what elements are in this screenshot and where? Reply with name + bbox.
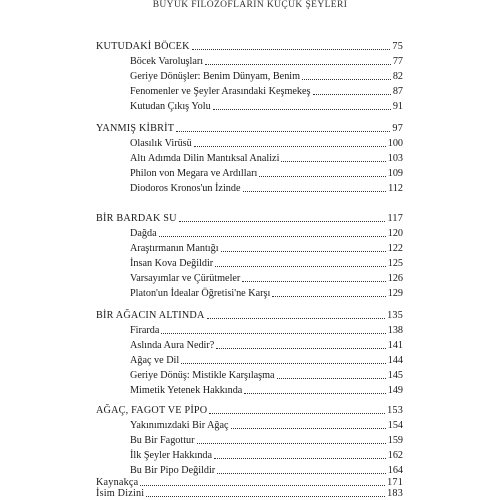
dot-leader (313, 93, 391, 95)
toc-page-number: 153 (387, 405, 403, 416)
toc-entry[interactable] (130, 288, 403, 300)
toc-page-number: 75 (392, 41, 403, 52)
toc-entry[interactable] (130, 273, 403, 285)
toc-entry[interactable] (130, 258, 403, 270)
toc-section-entry[interactable] (96, 405, 403, 417)
dot-leader (302, 78, 391, 80)
toc-page-number: 125 (387, 258, 403, 269)
toc-page-number: 149 (387, 385, 403, 396)
toc-entry-title: İnsan Kova Değildir (130, 258, 214, 269)
dot-leader (179, 220, 386, 222)
toc-entry-title: Mimetik Yetenek Hakkında (130, 385, 243, 396)
toc-entry[interactable] (130, 228, 403, 240)
dot-leader (216, 347, 385, 349)
dot-leader (181, 362, 385, 364)
dot-leader (281, 160, 385, 162)
toc-entry[interactable] (130, 168, 403, 180)
toc-section-title: KUTUDAKİ BÖCEK (96, 41, 190, 52)
toc-entry[interactable] (130, 56, 403, 68)
toc-page-number: 141 (387, 340, 403, 351)
toc-entry[interactable] (130, 138, 403, 150)
toc-entry-title: Aslında Aura Nedir? (130, 340, 215, 351)
dot-leader (217, 472, 386, 474)
toc-page-number: 97 (392, 123, 403, 134)
dot-leader (176, 130, 390, 132)
dot-leader (259, 175, 385, 177)
toc-page-number: 117 (387, 213, 403, 224)
dot-leader (205, 63, 391, 65)
toc-entry[interactable] (130, 101, 403, 113)
toc-entry-title: Diodoros Kronos'un İzinde (130, 183, 241, 194)
toc-page-number: 135 (387, 310, 403, 321)
toc-entry-title: Fenomenler ve Şeyler Arasındaki Keşmekeş (130, 86, 311, 97)
toc-page-number: 91 (392, 101, 403, 112)
toc-page-number: 112 (388, 183, 403, 194)
toc-section-title: YANMIŞ KİBRİT (96, 123, 175, 134)
toc-entry[interactable] (130, 86, 403, 98)
toc-page-number: 122 (387, 243, 403, 254)
dot-leader (197, 442, 386, 444)
toc-entry-title: Firarda (130, 325, 160, 336)
toc-page-number: 109 (387, 168, 403, 179)
toc-entry-title: Altı Adımda Dilin Mantıksal Analizi (130, 153, 280, 164)
dot-leader (140, 484, 385, 486)
toc-page-number: 183 (387, 488, 403, 499)
toc-page-number: 162 (387, 450, 403, 461)
toc-page-number: 154 (387, 420, 403, 431)
dot-leader (272, 295, 385, 297)
toc-entry[interactable] (130, 355, 403, 367)
toc-section-entry[interactable] (96, 41, 403, 53)
dot-leader (213, 108, 391, 110)
toc-page-number: 100 (387, 138, 403, 149)
toc-entry[interactable] (130, 435, 403, 447)
toc-entry-title: Bu Bir Fagottur (130, 435, 195, 446)
running-head: BÜYÜK FİLOZOFLARIN KÜÇÜK ŞEYLERİ (152, 0, 348, 10)
dot-leader (277, 377, 386, 379)
dot-leader (244, 392, 385, 394)
toc-page-number: 164 (387, 465, 403, 476)
toc-section-entry[interactable] (96, 123, 403, 135)
dot-leader (207, 317, 386, 319)
toc-page-number: 129 (387, 288, 403, 299)
toc-entry-title: Olasılık Virüsü (130, 138, 192, 149)
toc-entry[interactable] (130, 153, 403, 165)
dot-leader (159, 235, 386, 237)
toc-entry[interactable] (130, 325, 403, 337)
toc-entry-title: Varsayımlar ve Çürütmeler (130, 273, 241, 284)
toc-section-title: BİR AĞACIN ALTINDA (96, 310, 205, 321)
toc-entry-title: Bu Bir Pipo Değildir (130, 465, 216, 476)
toc-entry[interactable] (130, 243, 403, 255)
toc-entry[interactable] (130, 465, 403, 477)
toc-entry-title: Böcek Varoluşları (130, 56, 204, 67)
toc-section-title: AĞAÇ, FAGOT VE PİPO (96, 405, 208, 416)
dot-leader (221, 250, 386, 252)
toc-page-number: 77 (392, 56, 403, 67)
toc-entry[interactable] (130, 420, 403, 432)
dot-leader (242, 280, 385, 282)
toc-page-number: 145 (387, 370, 403, 381)
toc-entry-title: Ağaç ve Dil (130, 355, 180, 366)
dot-leader (214, 457, 386, 459)
toc-entry[interactable] (130, 370, 403, 382)
dot-leader (161, 332, 385, 334)
toc-section-entry[interactable] (96, 213, 403, 225)
toc-section-entry[interactable] (96, 310, 403, 322)
toc-page-number: 120 (387, 228, 403, 239)
toc-page-number: 144 (387, 355, 403, 366)
toc-entry-title: İlk Şeyler Hakkında (130, 450, 213, 461)
dot-leader (215, 265, 386, 267)
toc-back-matter-entry[interactable] (96, 488, 403, 500)
toc-entry[interactable] (130, 450, 403, 462)
toc-page-number: 159 (387, 435, 403, 446)
toc-page-number: 82 (392, 71, 403, 82)
toc-entry-title: Dağda (130, 228, 157, 239)
dot-leader (209, 412, 385, 414)
toc-entry[interactable] (130, 340, 403, 352)
toc-entry-title: Yakınımızdaki Bir Ağaç (130, 420, 229, 431)
toc-entry-title: Platon'un İdealar Öğretisi'ne Karşı (130, 288, 271, 299)
toc-entry[interactable] (130, 385, 403, 397)
toc-entry-title: Geriye Dönüş: Mistikle Karşılaşma (130, 370, 275, 381)
toc-page-number: 171 (387, 477, 403, 488)
toc-entry-title: Kutudan Çıkış Yolu (130, 101, 211, 112)
dot-leader (146, 495, 385, 497)
toc-section-title: Kaynakça (96, 477, 139, 488)
toc-entry-title: Geriye Dönüşler: Benim Dünyam, Benim (130, 71, 301, 82)
dot-leader (192, 48, 391, 50)
toc-section-title: BİR BARDAK SU (96, 213, 177, 224)
toc-entry[interactable] (130, 71, 403, 83)
toc-section-title: İsim Dizini (96, 488, 145, 499)
toc-page-number: 87 (392, 86, 403, 97)
toc-page-number: 138 (387, 325, 403, 336)
toc-entry-title: Philon von Megara ve Ardılları (130, 168, 258, 179)
toc-page-number: 126 (387, 273, 403, 284)
dot-leader (194, 145, 386, 147)
toc-entry[interactable] (130, 183, 403, 195)
toc-page-number: 103 (387, 153, 403, 164)
dot-leader (231, 427, 386, 429)
toc-entry-title: Araştırmanın Mantığı (130, 243, 219, 254)
dot-leader (243, 190, 387, 192)
